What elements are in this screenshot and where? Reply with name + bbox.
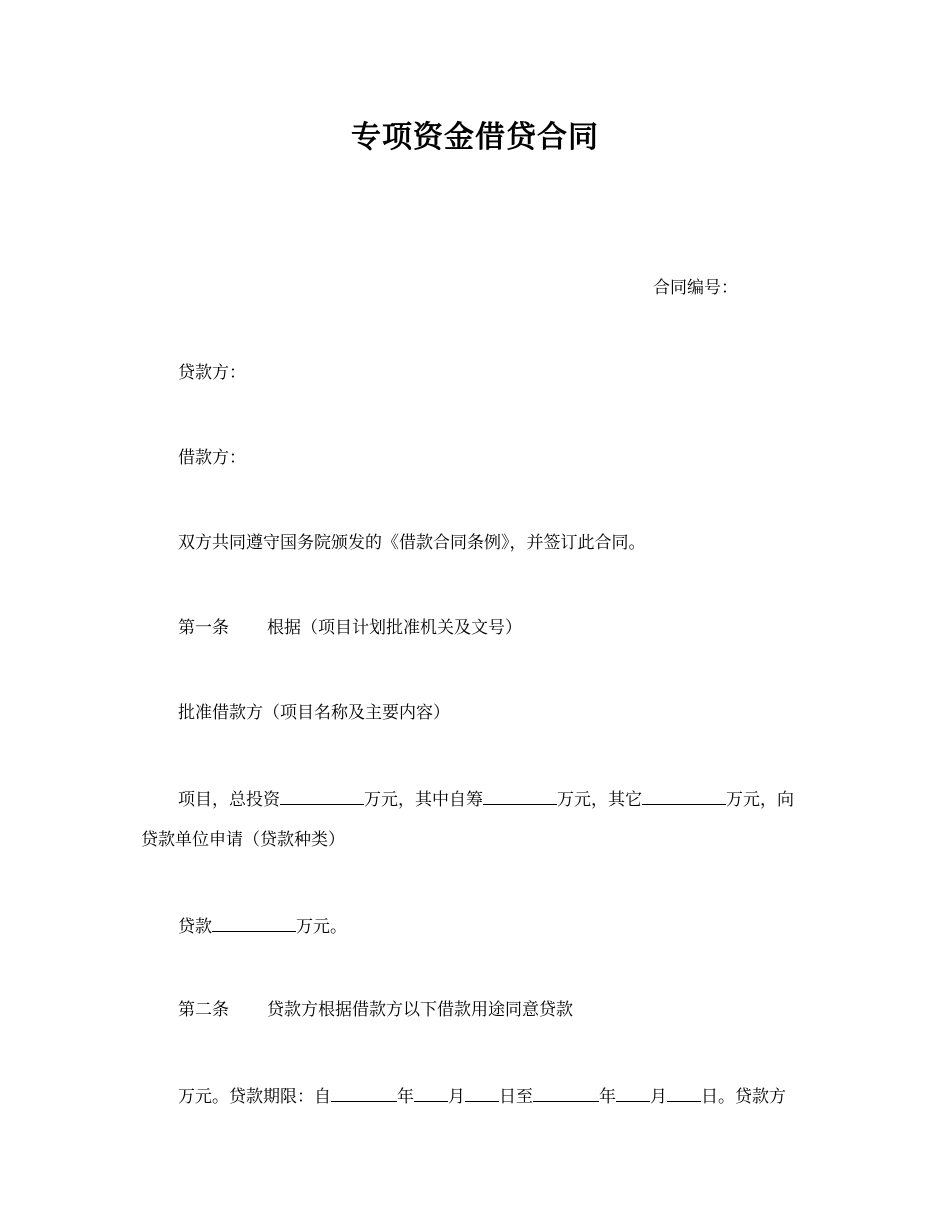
loan-unit-label: 万元。 — [296, 917, 347, 937]
article-2-heading: 第二条 — [178, 1000, 229, 1020]
other-funds-label: 万元，其它 — [557, 790, 642, 810]
article-1-line-2: 批准借款方（项目名称及主要内容） — [178, 703, 450, 723]
end-day-blank[interactable] — [667, 1083, 701, 1102]
article-2-line-2 — [178, 1083, 786, 1109]
start-year-blank[interactable] — [331, 1083, 397, 1102]
end-day-label: 日。贷款方 — [701, 1087, 786, 1107]
other-funds-blank[interactable] — [642, 786, 726, 805]
article-2-text: 贷款方根据借款方以下借款用途同意贷款 — [267, 1000, 573, 1020]
loan-label: 贷款 — [178, 917, 212, 937]
lender-label: 贷款方： — [178, 363, 246, 383]
start-year-label: 年 — [397, 1087, 414, 1107]
end-year-blank[interactable] — [533, 1083, 599, 1102]
loan-amount-blank[interactable] — [212, 913, 296, 932]
self-raised-blank[interactable] — [483, 786, 557, 805]
start-month-blank[interactable] — [414, 1083, 448, 1102]
contract-number-label: 合同编号： — [653, 278, 738, 298]
end-year-label: 年 — [599, 1087, 616, 1107]
article-1-text: 根据（项目计划批准机关及文号） — [267, 618, 522, 638]
borrower-label: 借款方： — [178, 448, 246, 468]
article-1-heading: 第一条 — [178, 618, 229, 638]
self-raised-label: 万元，其中自筹 — [364, 790, 483, 810]
apply-to-label: 万元，向 — [726, 790, 794, 810]
start-day-blank[interactable] — [465, 1083, 499, 1102]
intro-paragraph: 双方共同遵守国务院颁发的《借款合同条例》，并签订此合同。 — [178, 533, 646, 553]
loan-term-label: 万元。贷款期限：自 — [178, 1087, 331, 1107]
total-investment-blank[interactable] — [280, 786, 364, 805]
start-day-label: 日至 — [499, 1087, 533, 1107]
document-title: 专项资金借贷合同 — [351, 120, 599, 155]
end-month-blank[interactable] — [616, 1083, 650, 1102]
article-1-line-1 — [178, 616, 522, 640]
article-1-line-3 — [178, 786, 794, 812]
article-1-line-4: 贷款单位申请（贷款种类） — [141, 830, 345, 850]
article-2-line-1 — [178, 998, 573, 1022]
end-month-label: 月 — [650, 1087, 667, 1107]
article-1-line-5 — [178, 913, 347, 939]
start-month-label: 月 — [448, 1087, 465, 1107]
total-investment-label: 项目，总投资 — [178, 790, 280, 810]
